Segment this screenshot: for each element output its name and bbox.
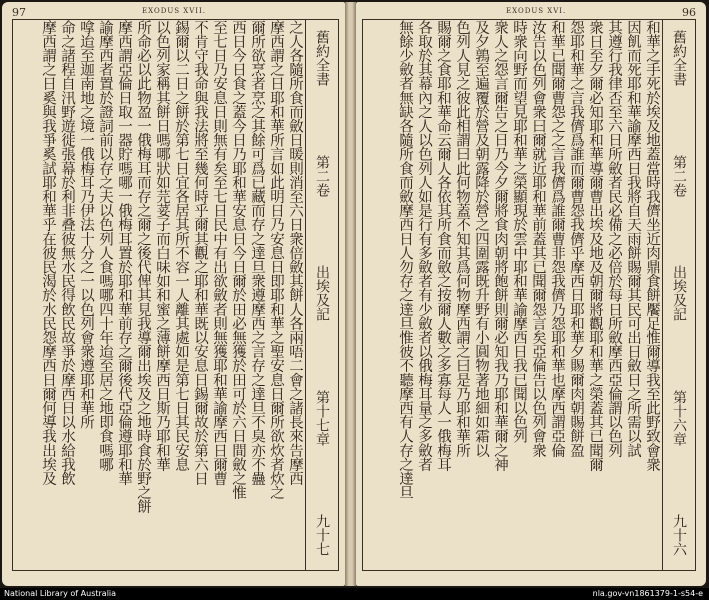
right-text-column: 無餘少斂者無缺各隨所食而斂摩西日人勿存之達旦惟彼不聽摩西有人存之達旦 <box>397 20 413 500</box>
left-page-number: 97 <box>12 6 26 19</box>
left-text-column: 以色列家稱其餅日嗎哪狀如芫荽子而白味如和蜜之薄餅摩西日斯乃耶和華 <box>154 20 170 472</box>
left-margin-title: 舊約全書 <box>314 30 330 86</box>
left-text-column: 摩西謂之日奚與我爭奚試耶和華乎在彼民渴於水民怨摩西日爾何導我出埃及 <box>40 20 56 486</box>
right-text-column: 各取於其幕內之人以色列人如是行有多斂者有少斂者以俄梅耳量之多斂者 <box>416 20 432 472</box>
left-margin-volume: 第二卷 <box>314 154 330 197</box>
left-margin-folio: 九十七 <box>314 514 330 556</box>
right-text-column: 色列人見之彼此相謂曰此何物蓋不知其爲何物摩西謂之曰是乃耶和華所 <box>454 20 470 458</box>
right-text-column: 時衆向野而望見耶和華之榮顯現於雲中耶和華諭摩西日我已聞以色列 <box>511 20 527 444</box>
right-text-column: 因飢而死耶和華諭摩西日我將自天雨餅賜爾其民可出日斂日之所需以試 <box>625 20 641 458</box>
book-gutter <box>345 2 356 586</box>
right-text-column: 其遵行我律否至六日所斂者民必備之必倍於每日所斂摩西亞倫謂以色列 <box>606 20 622 458</box>
left-margin-chapter: 第十七章 <box>314 389 330 446</box>
left-text-frame <box>12 19 339 571</box>
right-text-column: 衆人之怨言爾告之日乃今夕爾將食肉朝將飽餅則爾必知我乃耶和華爾之神 <box>492 20 508 472</box>
left-text-column: 之人各隨所食而斂日暖則消至六日衆倍斂其餅人各兩唔二會之諸長來告摩西 <box>287 20 303 486</box>
left-margin-book: 出埃及記 <box>314 265 330 321</box>
left-body-text <box>16 20 304 570</box>
right-text-column: 怨耶和華之言我儕爲誰而爾曹怨我儕乎摩西日耶和華夕賜爾肉朝賜餅盈 <box>568 20 584 458</box>
right-text-frame <box>362 19 696 571</box>
right-text-column: 衆日至夕爾必知耶和華導爾曹出埃及地及朝爾將觀耶和華之榮蓋其已聞爾 <box>587 20 603 472</box>
footer-library-name: National Library of Australia <box>4 589 117 598</box>
right-body-text <box>366 20 661 570</box>
left-text-column: 爾所欲烹者烹之其餘可爲已藏而存之達旦衆遵摩西之言存之達旦不臭亦不蠱 <box>249 20 265 486</box>
right-text-column: 和華已聞爾曹怨之之言我儕爲誰爾曹非怨我儕乃怨耶和華也摩西謂亞倫 <box>549 20 565 458</box>
left-text-column: 摩西謂亞倫日取一器貯嗎哪一俄梅耳置於耶和華前存之爾後代亞倫遵耶和華 <box>116 20 132 486</box>
left-text-column: 錫爾以二日之餅於第七日宜各居其所不容一人離其處如是第七日其民安息 <box>173 20 189 472</box>
right-running-head: EXODUS XVI. <box>506 7 567 15</box>
left-text-column: 西日今日食之蓋今日乃耶和華安息日今日爾於田必無獲於田可於六日間斂之惟 <box>230 20 246 500</box>
left-text-column: 嗱迨至迦南地之境一俄梅耳乃伊法十分之一以色列會衆遵耶和華所 <box>78 20 94 429</box>
right-page <box>356 2 706 586</box>
right-text-column: 和華之手死於埃及地蓋當時我儕坐近肉鼎食餅饜足惟爾導我至此野致會衆 <box>644 20 660 472</box>
scan-footer <box>0 588 709 600</box>
left-margin <box>305 20 338 570</box>
right-margin-folio: 九十六 <box>671 514 687 556</box>
right-margin <box>662 20 695 570</box>
left-running-head: EXODUS XVII. <box>142 7 207 15</box>
right-page-number: 96 <box>682 6 696 19</box>
left-text-column: 所命必以此物盈一俄梅耳而存之爾之後代俾其見我導爾出埃及之地時食於野之餅 <box>135 20 151 514</box>
footer-identifier: nla.gov-vn1861379-1-s54-e <box>592 589 703 598</box>
right-margin-title: 舊約全書 <box>671 30 687 86</box>
left-page <box>2 2 345 586</box>
right-text-column: 及夕鶉至遍覆於營及朝露降於營之四圍露既升野有小圓物著地細如霜以 <box>473 20 489 458</box>
right-margin-book: 出埃及記 <box>671 265 687 321</box>
left-text-column: 命之諸程自汛野遊徙張幕於利非叠彼無水民得飲民故爭於摩西日以水給我飲 <box>59 20 75 486</box>
left-text-column: 摩西謂之日耶和華所言如此明日乃安息日即耶和華之聖安息日爾所欲炊者炊之 <box>268 20 284 500</box>
left-text-column: 不肯守我命與我法將至幾何時乎爾其觀之耶和華既以安息日錫爾故於第六日 <box>192 20 208 486</box>
left-text-column: 諭摩西者置於證詞前以存之夫以色列人食嗎哪四十年迨至居之地即食嗎哪 <box>97 20 113 472</box>
right-text-column: 賜爾之食耶和華命云爾人各依其所食而斂之按爾人數之多寡每人一俄梅耳 <box>435 20 451 472</box>
right-margin-chapter: 第十六章 <box>671 389 687 446</box>
right-text-column: 汝告以色列會衆曰爾就近耶和華前蓋其已聞爾怨言矣亞倫告以色列會衆 <box>530 20 546 458</box>
left-text-column: 至七日乃安息日則無有矣至七日民中有出欲斂者則無獲耶和華諭摩西日爾曹 <box>211 20 227 486</box>
right-margin-volume: 第二卷 <box>671 154 687 197</box>
